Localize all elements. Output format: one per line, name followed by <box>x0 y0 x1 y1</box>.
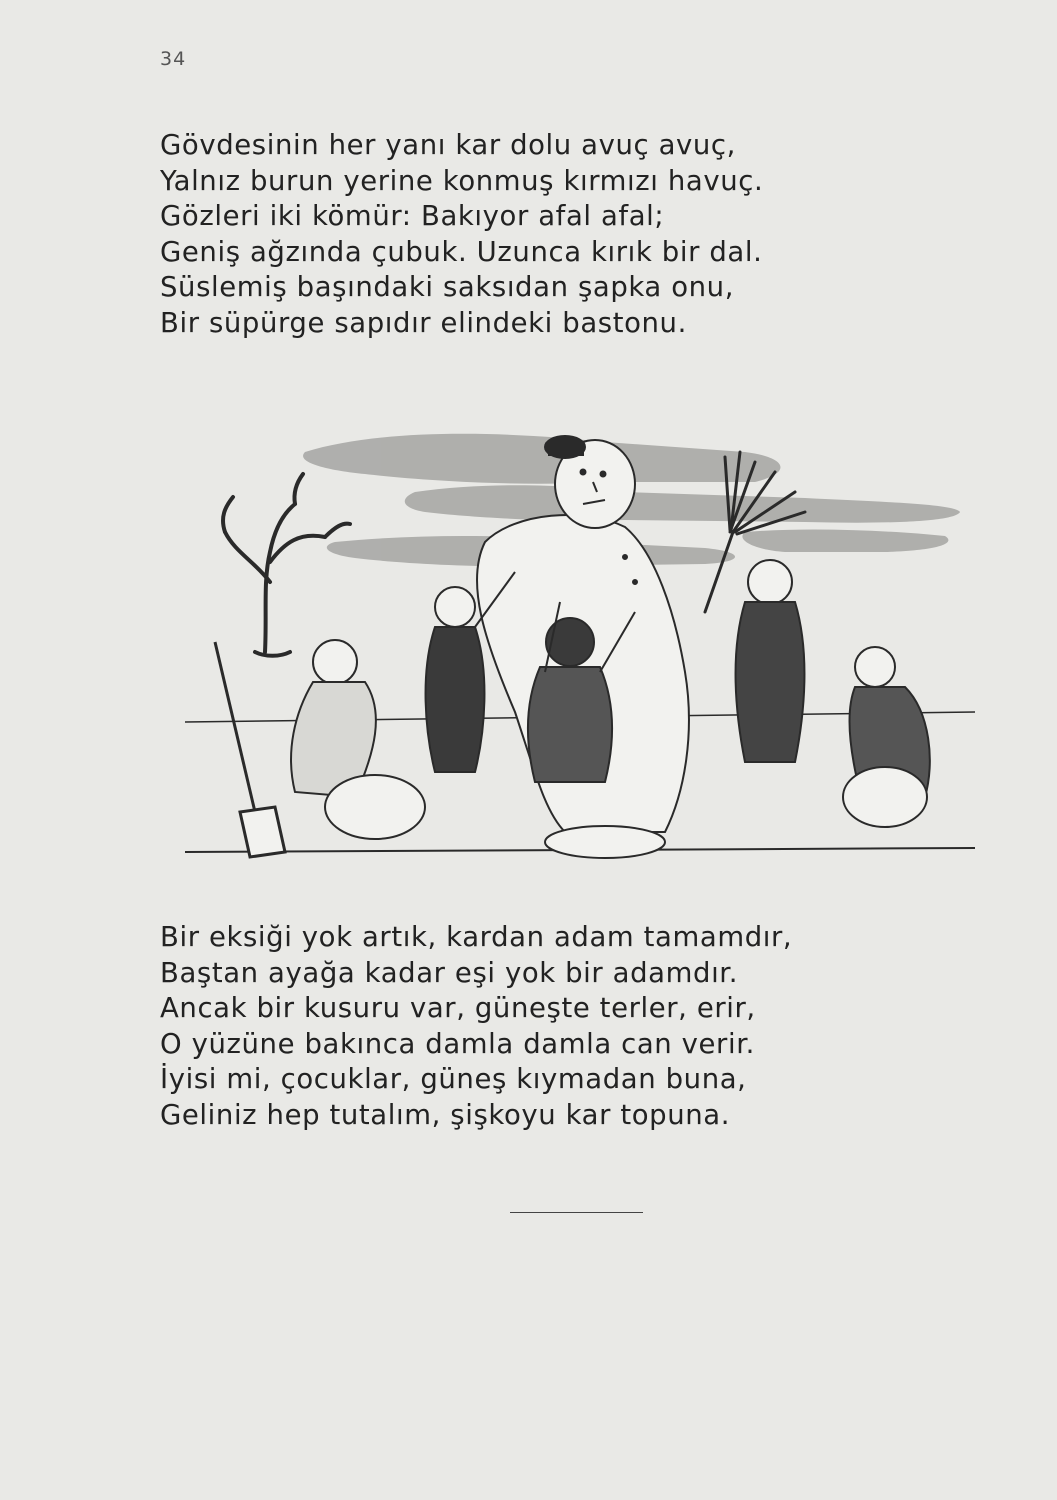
poem-line: Bir süpürge sapıdır elindeki bastonu. <box>160 306 687 339</box>
bare-tree-icon <box>223 474 350 656</box>
poem-line: Gövdesinin her yanı kar dolu avuç avuç, <box>160 129 736 161</box>
poem-stanza-1 <box>160 128 763 341</box>
page-number: 34 <box>160 48 187 70</box>
poem-stanza-2 <box>160 920 792 1133</box>
poem-line: Geliniz hep tutalım, şişkoyu kar topuna. <box>160 1098 731 1131</box>
poem-line: Baştan ayağa kadar eşi yok bir adamdır. <box>160 956 739 989</box>
poem-line: Ancak bir kusuru var, güneşte terler, erir, <box>160 992 756 1024</box>
poem-line: Gözleri iki kömür: Bakıyor afal afal; <box>160 200 665 232</box>
poem-line: Geniş ağzında çubuk. Uzunca kırık bir dal. <box>160 235 763 268</box>
poem-line: Bir eksiği yok artık, kardan adam tamamdır, <box>160 921 793 953</box>
poem-line: Yalnız burun yerine konmuş kırmızı havuç. <box>160 164 764 197</box>
end-divider <box>510 1212 643 1213</box>
poem-line: İyisi mi, çocuklar, güneş kıymadan buna, <box>160 1063 747 1095</box>
poem-line: O yüzüne bakınca damla damla can verir. <box>160 1027 755 1060</box>
shovel-icon <box>215 642 285 857</box>
snowman-illustration <box>185 412 975 872</box>
child-figure-icon <box>736 560 805 762</box>
child-figure-icon <box>291 640 376 797</box>
poem-line: Süslemiş başındaki saksıdan şapka onu, <box>160 271 735 303</box>
